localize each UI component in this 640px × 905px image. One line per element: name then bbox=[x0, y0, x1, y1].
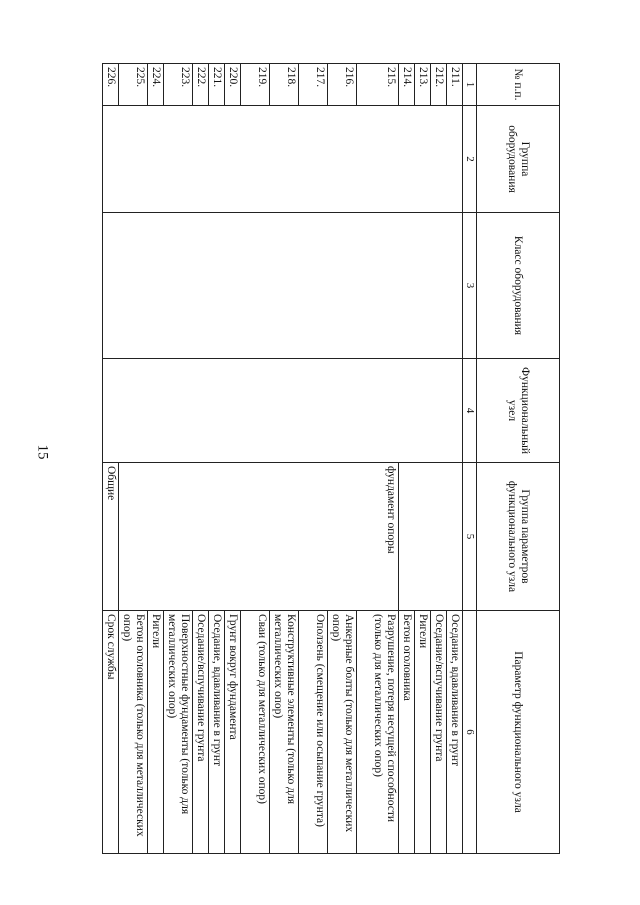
functional-unit-cell bbox=[103, 359, 463, 463]
row-number: 225. bbox=[119, 64, 148, 106]
row-number: 223. bbox=[164, 64, 193, 106]
row-number: 212. bbox=[431, 64, 447, 106]
row-number: 226. bbox=[103, 64, 119, 106]
row-number: 221. bbox=[209, 64, 225, 106]
page-number: 15 bbox=[34, 444, 51, 460]
parameter-cell: Поверхностные фундаменты (только для металлических опор) bbox=[164, 611, 193, 854]
row-number: 217. bbox=[299, 64, 328, 106]
header-cell-parameter-group: Группа параметров функционального узла bbox=[477, 463, 560, 611]
table-header-row bbox=[477, 64, 560, 854]
row-number: 218. bbox=[270, 64, 299, 106]
column-number: 5 bbox=[463, 463, 477, 611]
column-number: 3 bbox=[463, 213, 477, 359]
parameter-cell: Сваи (только для металлических опор) bbox=[241, 611, 270, 854]
row-number: 213. bbox=[415, 64, 431, 106]
equipment-class-cell bbox=[103, 213, 463, 359]
header-cell-number: № п.п. bbox=[477, 64, 560, 106]
row-number: 224. bbox=[148, 64, 164, 106]
column-number: 1 bbox=[463, 64, 477, 106]
parameter-cell: Оползень (смещение или осыпание грунта) bbox=[299, 611, 328, 854]
parameter-cell: Грунт вокруг фундамента bbox=[225, 611, 241, 854]
header-cell-equipment-class: Класс оборудования bbox=[477, 213, 560, 359]
parameter-cell: Бетон оголовника (только для металлических опор) bbox=[119, 611, 148, 854]
parameter-group-cell: Общие bbox=[103, 463, 119, 611]
row-number: 220. bbox=[225, 64, 241, 106]
header-cell-functional-unit: Функциональный узел bbox=[477, 359, 560, 463]
row-number: 215. bbox=[357, 64, 399, 106]
rotated-table-frame bbox=[90, 63, 560, 853]
equipment-parameters-table bbox=[102, 63, 560, 854]
parameter-cell: Бетон оголовника bbox=[399, 611, 415, 854]
parameter-cell: Оседание/вспучивание грунта bbox=[193, 611, 209, 854]
row-number: 219. bbox=[241, 64, 270, 106]
parameter-cell: Оседание/вспучивание грунта bbox=[431, 611, 447, 854]
parameter-cell: Ригели bbox=[148, 611, 164, 854]
row-number: 216. bbox=[328, 64, 357, 106]
column-number: 6 bbox=[463, 611, 477, 854]
parameter-cell: Ригели bbox=[415, 611, 431, 854]
parameter-group-cell bbox=[399, 463, 463, 611]
header-cell-equipment-group: Группа оборудования bbox=[477, 106, 560, 213]
row-number: 222. bbox=[193, 64, 209, 106]
parameter-cell: Оседание, вдавливание в грунт bbox=[209, 611, 225, 854]
column-number: 4 bbox=[463, 359, 477, 463]
column-number-row bbox=[463, 64, 477, 854]
equipment-group-cell bbox=[103, 106, 463, 213]
column-number: 2 bbox=[463, 106, 477, 213]
row-number: 214. bbox=[399, 64, 415, 106]
parameter-cell: Оседание, вдавливание в грунт bbox=[447, 611, 463, 854]
header-cell-parameter: Параметр функционального узла bbox=[477, 611, 560, 854]
parameter-cell: Разрушение, потеря несущей способности (только для металлических опор) bbox=[357, 611, 399, 854]
parameter-cell: Конструктивные элементы (только для металлических опор) bbox=[270, 611, 299, 854]
table-row bbox=[447, 64, 463, 854]
parameter-cell: Срок службы bbox=[103, 611, 119, 854]
parameter-group-cell: фундамент опоры bbox=[119, 463, 399, 611]
parameter-cell: Анкерные болты (только для металлических опор) bbox=[328, 611, 357, 854]
row-number: 211. bbox=[447, 64, 463, 106]
